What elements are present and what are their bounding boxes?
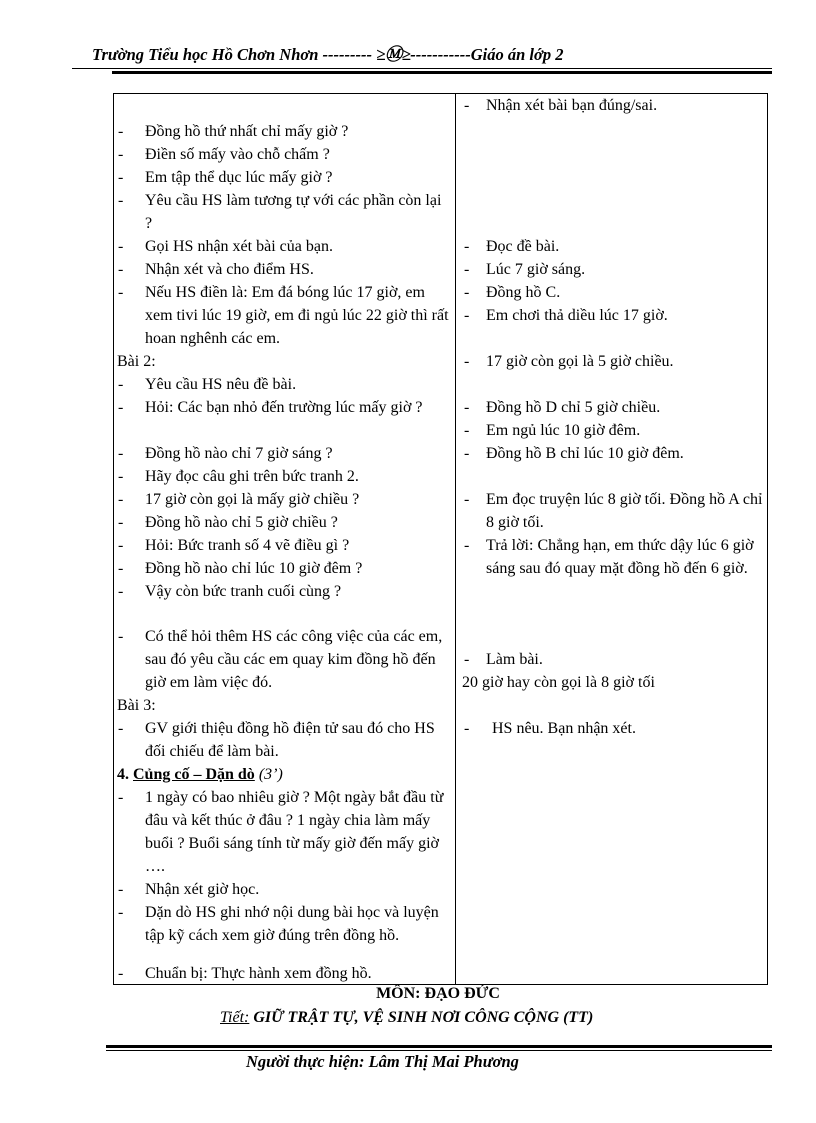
lesson-table: - Đồng hồ thứ nhất chỉ mấy giờ ? - Điền số mấy vào chỗ chấm ? - Em tập thể dục lúc mấy giờ ? - Yêu cầu HS làm tương tự với các phần còn lại ? - Gọi HS nhận xét bài của bạn. - Nhận xét và cho điểm HS. - Nếu HS điền là: Em đá bóng lúc 17 giờ, em xem tivi lúc 19 giờ, em đi ngủ lúc 22 giờ thì rất hoan nghênh các em. Bài 2: - Yêu cầu HS nêu đề bài. - Hỏi: Các bạn nhỏ đến trường lúc mấy giờ ? - Đồng hồ nào chỉ 7 giờ sáng ? - Hãy đọc câu ghi trên bức tranh 2. - 17 giờ còn gọi là mấy giờ chiều ? - Đồng hồ nào chỉ 5 giờ chiều ? - Hỏi: Bức tranh số 4 vẽ điều gì ? - Đồng hồ nào chỉ lúc 10 giờ đêm ? - Vậy còn bức tranh cuối cùng ? - Có thể hỏi thêm HS các công việc của các em, sau đó yêu cầu các em quay kim đồng hồ đến giờ em làm việc đó. Bài 3: - GV giới thiệu đồng hồ điện tử sau đó cho HS đối chiếu để làm bài. 4. Củng cố – Dặn dò (3’) - 1 ngày có bao nhiêu giờ ? Một ngày bắt đầu từ đâu và kết thúc ở đâu ? 1 ngày chia làm mấy buổi ? Buổi sáng tính từ mấy giờ đến mấy giờ …. - Nhận xét giờ học. - Dặn dò HS ghi nhớ nội dung bài học và luyện tập kỹ cách xem giờ đúng trên đồng hồ. - Chuẩn bị: Thực hành xem đồng hồ. - Nhận xét bài bạn đúng/sai. - Đọc đề bài. - Lúc 7 giờ sáng. - Đồng hồ C. - Em chơi thả diều lúc 17 giờ. - 17 giờ còn gọi là 5 giờ chiều. - Đồng hồ D chỉ 5 giờ chiều. - Em ngủ lúc 10 giờ đêm. - Đồng hồ B chỉ lúc 10 giờ đêm. - Em đọc truyện lúc 8 giờ tối. Đồng hồ A chỉ 8 giờ tối. - Trả lời: Chẳng hạn, em thức dậy lúc 6 giờ sáng sau đó quay mặt đồng hồ đến 6 giờ. - Làm bài. 20 giờ hay còn gọi là 8 giờ tối - HS nêu. Bạn nhận xét.	[113, 93, 768, 985]
section-bai-2: Bài 2:	[117, 353, 156, 370]
page-footer: Người thực hiện: Lâm Thị Mai Phương	[246, 1052, 519, 1071]
answer-line: 20 giờ hay còn gọi là 8 giờ tối	[462, 674, 655, 691]
column-divider	[455, 94, 456, 984]
section-bai-3: Bài 3:	[117, 697, 156, 714]
section-heading-4: 4. Củng cố – Dặn dò (3’)	[117, 766, 283, 783]
lesson-name: GIỮ TRẬT TỰ, VỆ SINH NƠI CÔNG CỘNG (TT)	[249, 1009, 594, 1026]
header-logo: ≥Ⓜ≥	[376, 45, 411, 64]
header-rule-thick	[112, 71, 772, 74]
subject-title: MÔN: ĐẠO ĐỨC	[376, 985, 500, 1002]
footer-rule-thick	[106, 1045, 772, 1048]
header-rule-thin	[72, 68, 772, 69]
header-tail: -----------Giáo án lớp 2	[410, 45, 564, 64]
page-header	[92, 40, 772, 65]
header-school: Trường Tiểu học Hồ Chơn Nhơn ---------	[92, 45, 372, 64]
lesson-label: Tiết:	[220, 1009, 250, 1026]
footer-rule-thin	[106, 1050, 772, 1051]
lesson-title	[220, 1009, 593, 1027]
